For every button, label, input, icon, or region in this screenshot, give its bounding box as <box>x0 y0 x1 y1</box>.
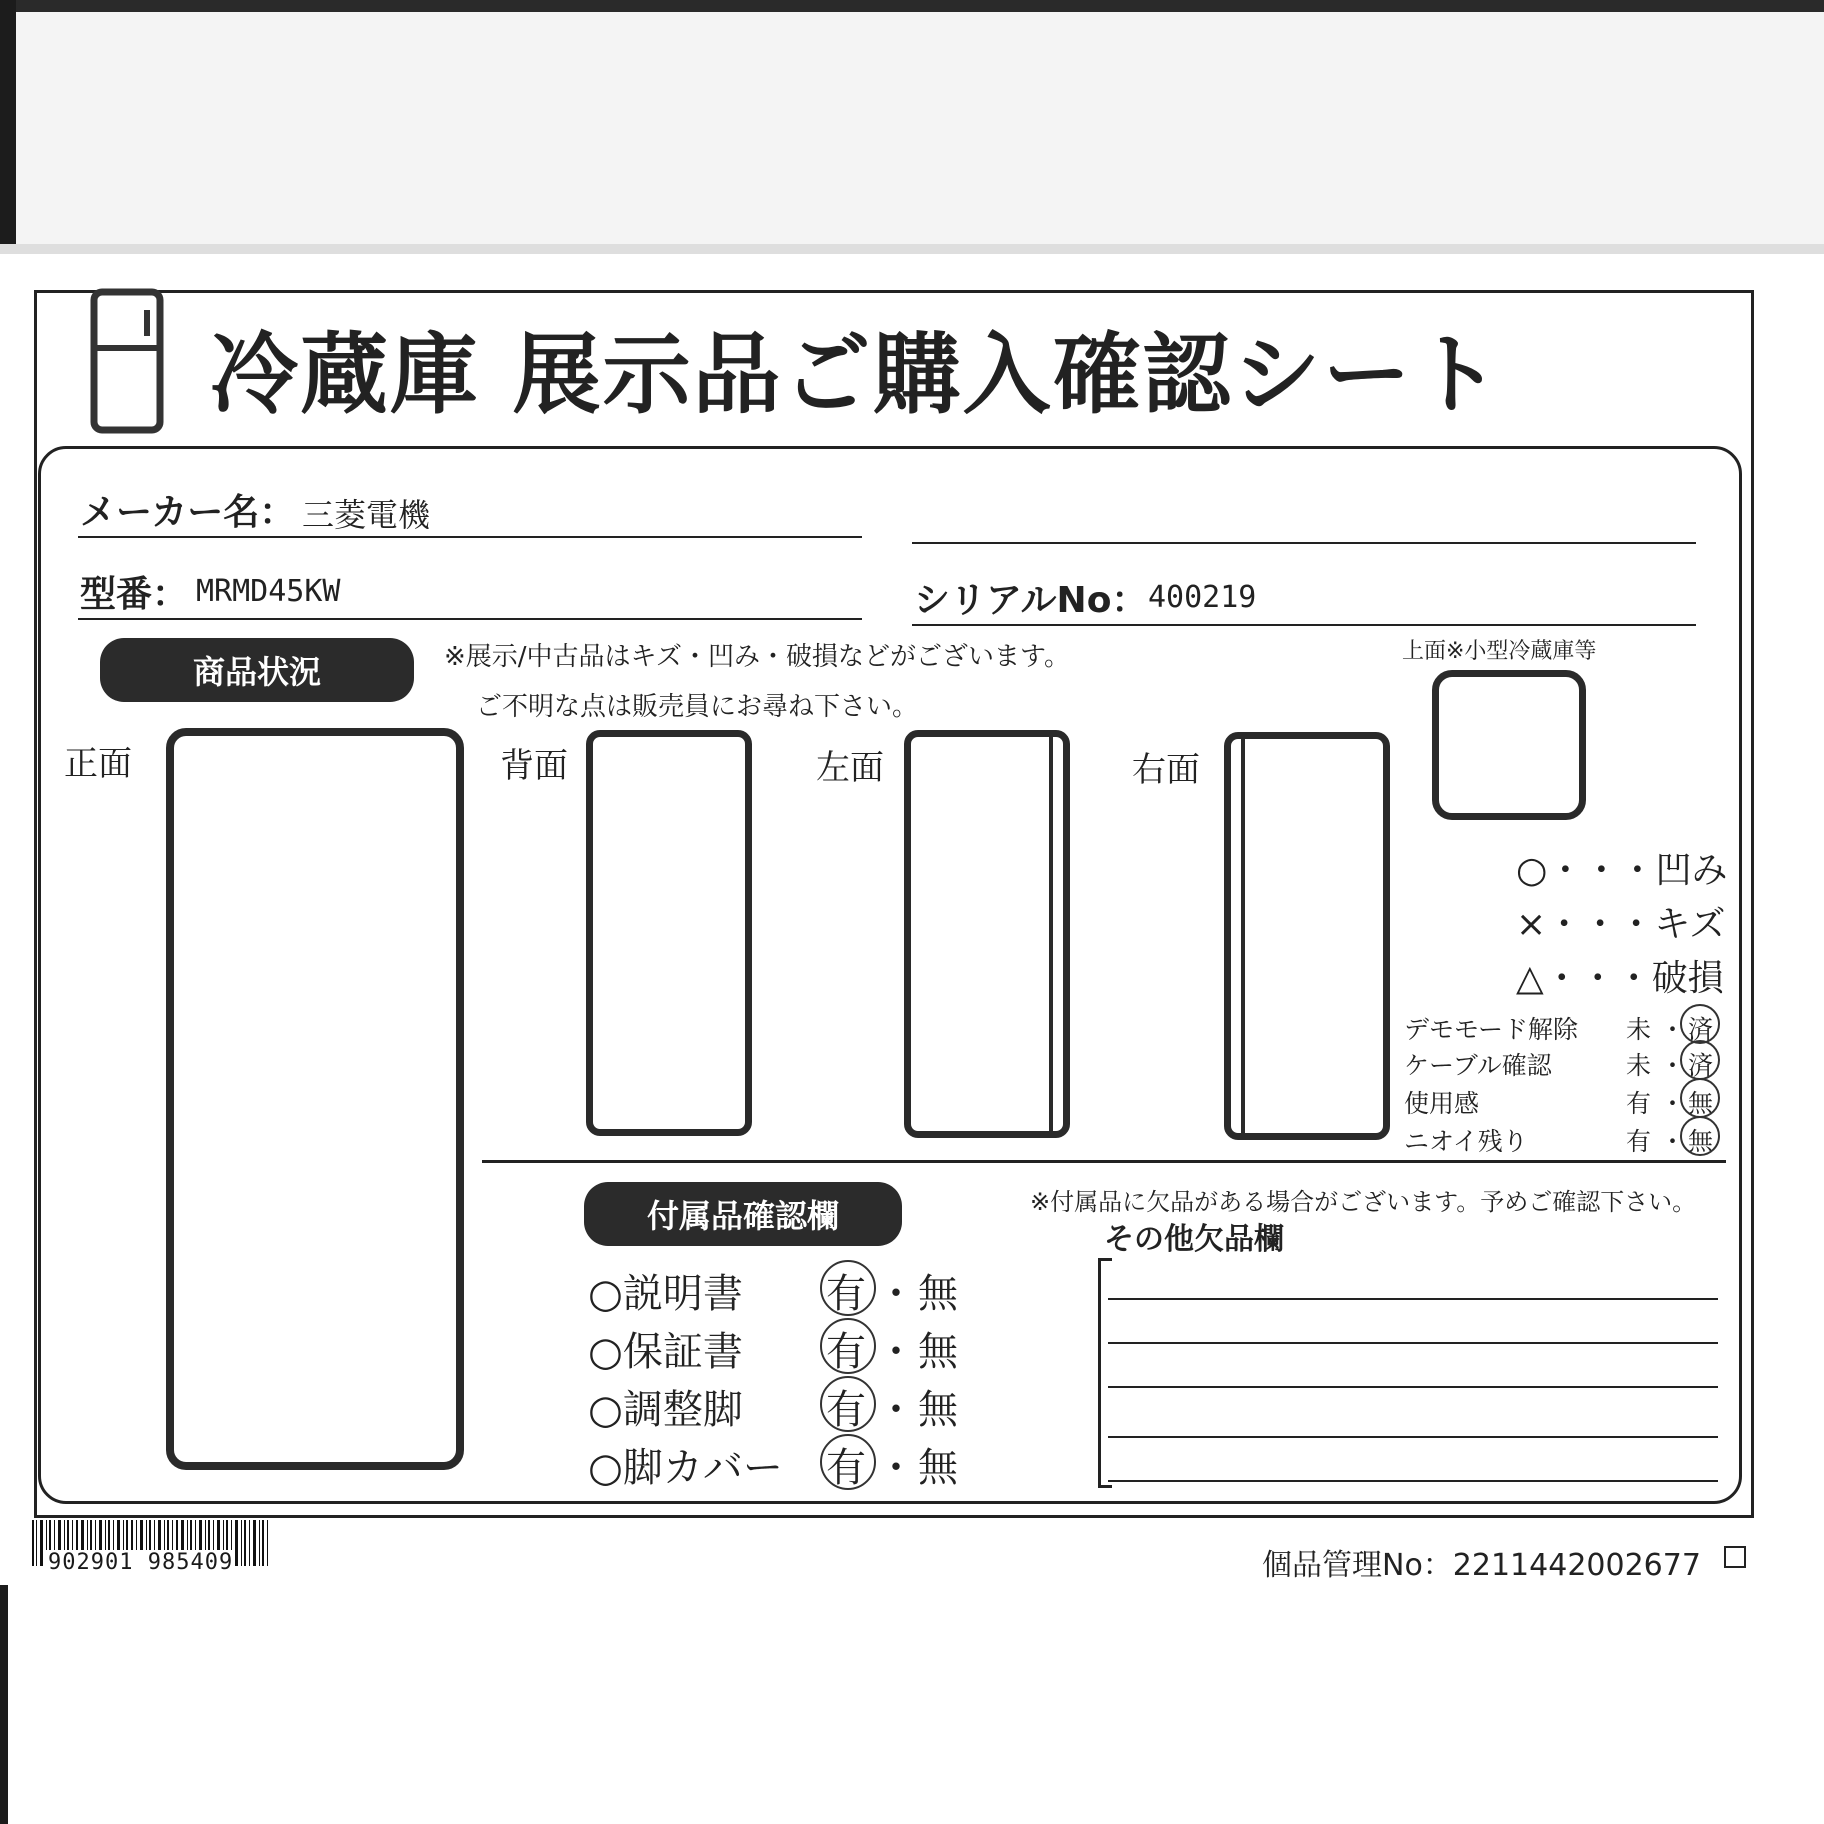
left-diagram-door-line <box>1049 736 1053 1132</box>
other-missing-line <box>1108 1480 1718 1482</box>
check-usage-opt2: 無 <box>1688 1089 1714 1118</box>
front-diagram-box <box>166 728 464 1470</box>
check-demo-mode-opt1: 未 <box>1626 1015 1652 1044</box>
accessory-feet-circle <box>820 1376 876 1432</box>
other-missing-line <box>1108 1386 1718 1388</box>
legend-scratch-dots: ・・・ <box>1546 904 1655 945</box>
check-usage-circle <box>1680 1078 1720 1118</box>
blank-underline <box>912 542 1696 544</box>
face-label-front: 正面 <box>64 744 132 784</box>
other-missing-line <box>1108 1436 1718 1438</box>
management-number: 個品管理No：2211442002677 <box>1262 1548 1701 1583</box>
top-diagram-box <box>1432 670 1586 820</box>
right-diagram-door-line <box>1241 738 1245 1134</box>
accessories-heading: 付属品確認欄 <box>584 1182 902 1246</box>
check-cable-opt1: 未 <box>1626 1051 1652 1080</box>
accessory-foot-cover-circle <box>820 1434 876 1490</box>
other-missing-line <box>1108 1298 1718 1300</box>
check-usage-label: 使用感 <box>1404 1089 1480 1118</box>
check-usage-opt1: 有 <box>1626 1089 1652 1118</box>
accessory-foot-cover-label: ○脚カバー <box>588 1445 783 1491</box>
section-divider <box>482 1160 1726 1163</box>
scan-background-top <box>0 0 1824 250</box>
condition-note-2: ご不明な点は販売員にお尋ね下さい。 <box>476 692 919 722</box>
accessory-feet-sep: ・ <box>876 1387 916 1433</box>
other-missing-heading: その他欠品欄 <box>1104 1222 1284 1257</box>
legend-scratch <box>1516 896 1725 947</box>
legend-scratch-meaning: キズ <box>1654 904 1726 945</box>
face-label-left: 左面 <box>816 748 884 788</box>
model-label: 型番： <box>80 574 189 615</box>
accessory-warranty-opt2: 無 <box>918 1329 958 1375</box>
accessory-warranty-label: ○保証書 <box>588 1329 743 1375</box>
legend-damage <box>1516 950 1724 1001</box>
scan-edge-left <box>0 0 16 250</box>
maker-value: 三菱電機 <box>302 496 431 534</box>
accessory-manual-opt1: 有 <box>826 1271 866 1317</box>
check-cable-opt2: 済 <box>1688 1051 1714 1080</box>
other-missing-line <box>1108 1342 1718 1344</box>
condition-note-1: ※展示/中古品はキズ・凹み・破損などがございます。 <box>444 642 1070 672</box>
accessory-feet-opt1: 有 <box>826 1387 866 1433</box>
check-cable-label: ケーブル確認 <box>1404 1051 1552 1080</box>
serial-label: シリアルNo： <box>914 580 1148 621</box>
legend-damage-meaning: 破損 <box>1651 958 1724 999</box>
legend-dent-meaning: 凹み <box>1655 850 1728 891</box>
left-diagram-box <box>904 730 1070 1138</box>
check-demo-mode-sep: ・ <box>1660 1015 1686 1044</box>
accessory-manual-label: ○説明書 <box>588 1271 743 1317</box>
accessory-warranty-sep: ・ <box>876 1329 916 1375</box>
check-odor-sep: ・ <box>1660 1127 1686 1156</box>
check-demo-mode-opt2: 済 <box>1688 1015 1714 1044</box>
legend-dent-dots: ・・・ <box>1547 850 1656 891</box>
legend-damage-dots: ・・・ <box>1543 958 1652 999</box>
page-title: 冷蔵庫 展示品ご購入確認シート <box>210 323 1503 426</box>
legend-damage-symbol: △ <box>1516 958 1544 999</box>
right-diagram-box <box>1224 732 1390 1140</box>
fridge-icon <box>90 288 164 434</box>
accessories-note: ※付属品に欠品がある場合がございます。予めご確認下さい。 <box>1030 1188 1697 1216</box>
serial-value: 400219 <box>1148 580 1257 615</box>
accessory-manual-circle <box>820 1260 876 1316</box>
model-value: MRMD45KW <box>196 574 341 609</box>
model-underline <box>78 618 862 620</box>
face-label-top: 上面※小型冷蔵庫等 <box>1402 639 1597 664</box>
management-checkbox[interactable] <box>1724 1546 1746 1568</box>
check-odor-opt2: 無 <box>1688 1127 1714 1156</box>
check-odor-label: ニオイ残り <box>1404 1127 1528 1156</box>
accessory-foot-cover-sep: ・ <box>876 1445 916 1491</box>
accessory-foot-cover-opt1: 有 <box>826 1445 866 1491</box>
check-cable-sep: ・ <box>1660 1051 1686 1080</box>
legend-dent-symbol: ○ <box>1516 850 1548 891</box>
check-usage-sep: ・ <box>1660 1089 1686 1118</box>
scan-edge-left-bottom <box>0 1585 8 1824</box>
check-demo-mode-circle <box>1680 1004 1720 1044</box>
check-odor-opt1: 有 <box>1626 1127 1652 1156</box>
accessory-feet-label: ○調整脚 <box>588 1387 743 1433</box>
legend-dent <box>1516 842 1727 893</box>
check-odor-circle <box>1680 1116 1720 1156</box>
accessory-warranty-circle <box>820 1318 876 1374</box>
serial-underline <box>912 624 1696 626</box>
face-label-back: 背面 <box>500 746 568 786</box>
scan-edge-top <box>0 0 1824 12</box>
accessory-feet-opt2: 無 <box>918 1387 958 1433</box>
accessory-manual-opt2: 無 <box>918 1271 958 1317</box>
check-cable-circle <box>1680 1040 1720 1080</box>
condition-heading: 商品状況 <box>100 638 414 702</box>
maker-label: メーカー名： <box>80 492 296 533</box>
other-missing-bracket <box>1098 1258 1112 1488</box>
accessory-foot-cover-opt2: 無 <box>918 1445 958 1491</box>
check-demo-mode-label: デモモード解除 <box>1404 1015 1579 1044</box>
barcode-number: 902901 985409 <box>48 1550 234 1575</box>
legend-scratch-symbol: × <box>1516 904 1547 945</box>
back-diagram-box <box>586 730 752 1136</box>
accessory-warranty-opt1: 有 <box>826 1329 866 1375</box>
accessory-manual-sep: ・ <box>876 1271 916 1317</box>
face-label-right: 右面 <box>1132 750 1200 790</box>
sheet-top-edge <box>0 244 1824 254</box>
maker-underline <box>78 536 862 538</box>
